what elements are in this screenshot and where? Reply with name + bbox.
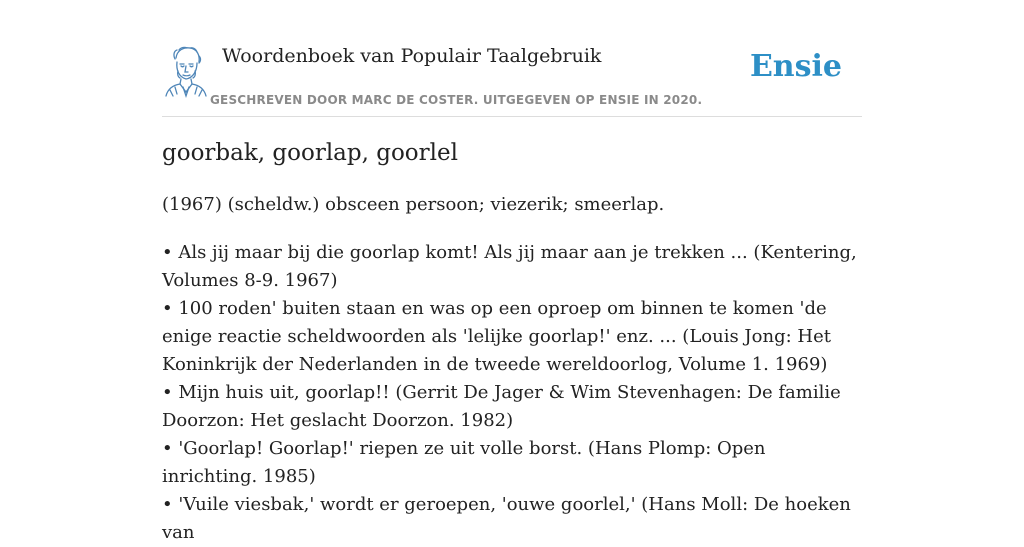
dictionary-title[interactable]: Woordenboek van Populair Taalgebruik xyxy=(222,45,602,67)
author-byline: GESCHREVEN DOOR MARC DE COSTER. UITGEGEVEN OP ENSIE IN 2020. xyxy=(210,93,703,107)
quote-item: • Mijn huis uit, goorlap!! (Gerrit De Jager & Wim Stevenhagen: De familie Doorzon: Het geslacht Doorzon. 1982) xyxy=(162,382,841,431)
author-portrait-icon xyxy=(162,44,210,98)
entry-headword: goorbak, goorlap, goorlel xyxy=(162,140,458,166)
quote-item: • Als jij maar bij die goorlap komt! Als jij maar aan je trekken ... (Kentering, Volumes 8-9. 1967) xyxy=(162,242,857,291)
entry-definition: (1967) (scheldw.) obsceen persoon; viezerik; smeerlap. xyxy=(162,194,665,215)
dictionary-header xyxy=(162,0,862,117)
page-wrapper xyxy=(162,0,862,543)
quote-item: • 100 roden' buiten staan en was op een oproep om binnen te komen 'de enige reactie scheldwoorden als 'lelijke goorlap!' enz. ... (Louis Jong: Het Koninkrijk der Nederlanden in de tweede wereldoorlog, Volume 1. 1969) xyxy=(162,298,831,375)
quote-item: • 'Vuile viesbak,' wordt er geroepen, 'ouwe goorlel,' (Hans Moll: De hoeken van xyxy=(162,494,851,543)
quote-item: • 'Goorlap! Goorlap!' riepen ze uit volle borst. (Hans Plomp: Open inrichting. 1985) xyxy=(162,438,766,487)
quote-list xyxy=(162,239,862,547)
ensie-logo[interactable]: Ensie xyxy=(749,49,842,84)
